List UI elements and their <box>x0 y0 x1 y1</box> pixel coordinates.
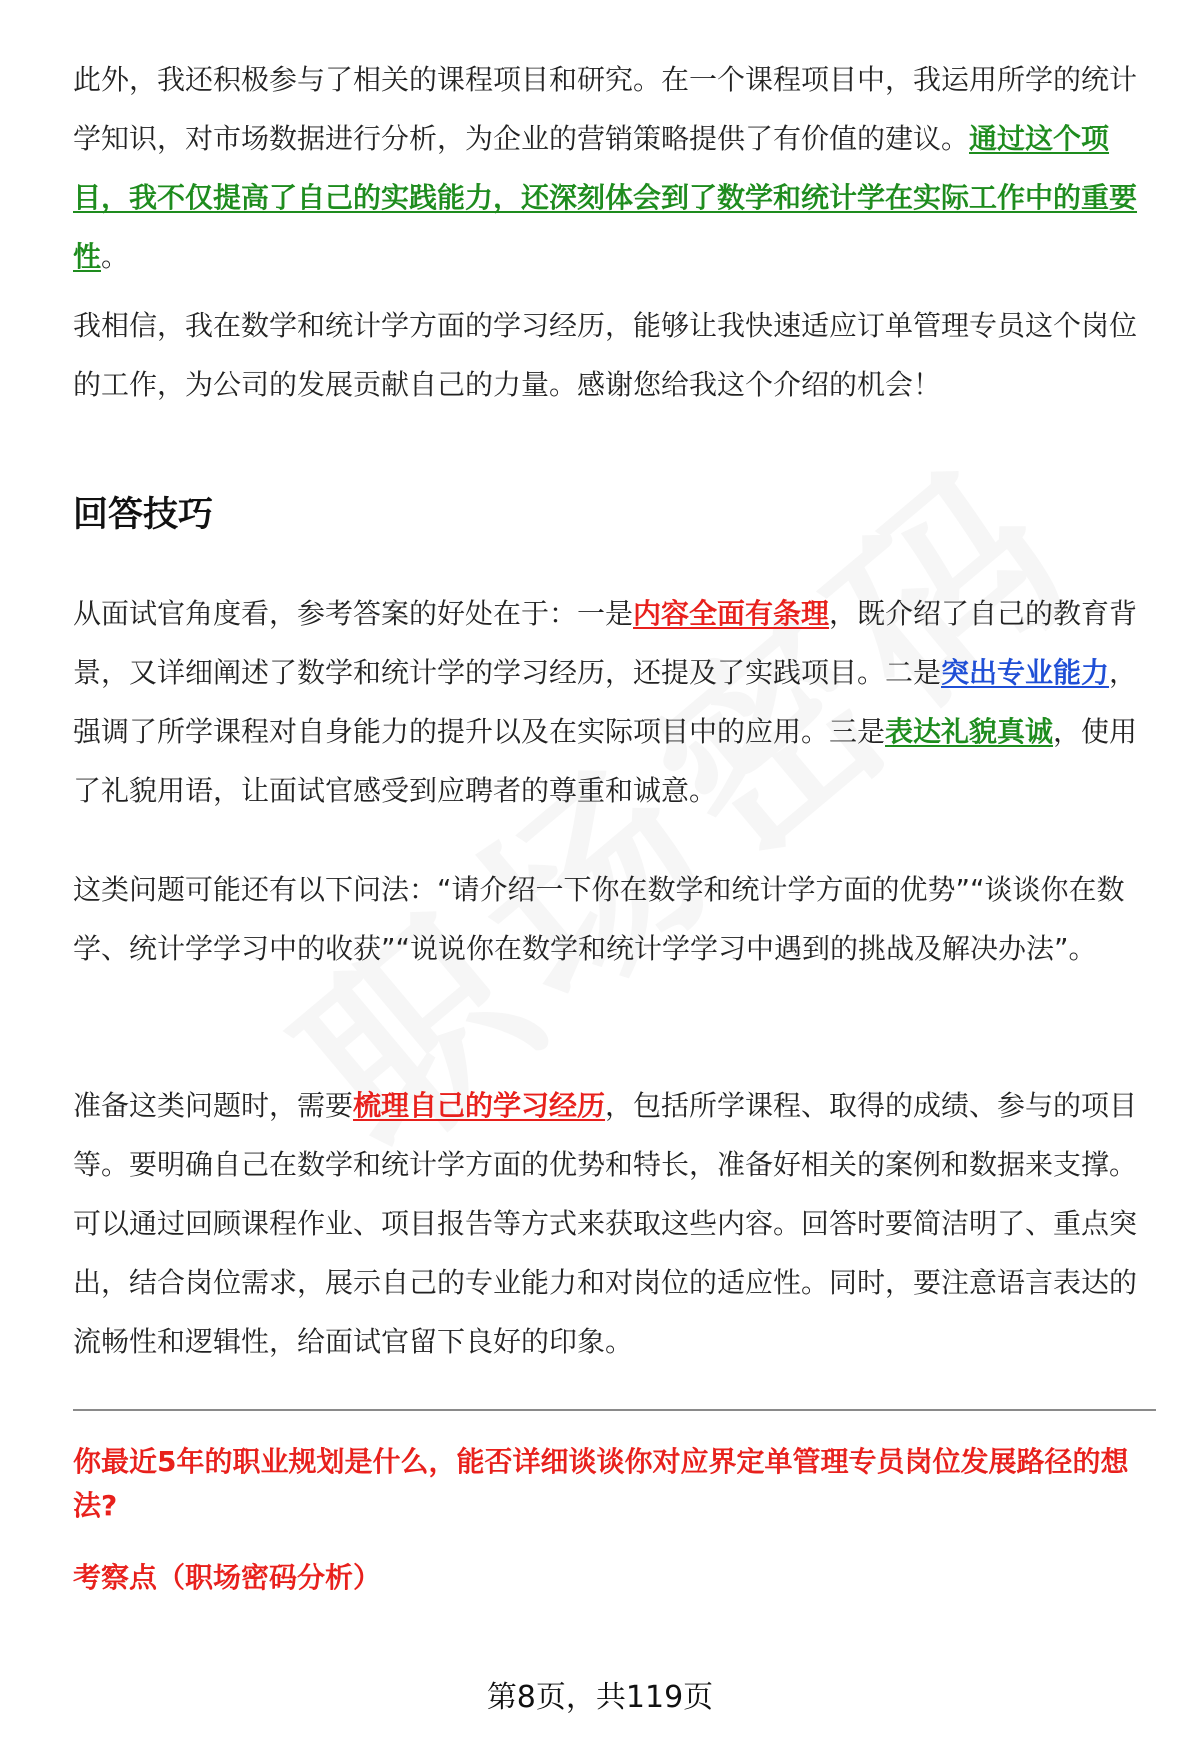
paragraph-text: ，强调了所学课程对自身能力的提升以及在实际项目中的应用。三是 <box>73 656 1138 748</box>
next-question: 你最近5年的职业规划是什么，能否详细谈谈你对应界定单管理专员岗位发展路径的想法? <box>73 1445 1129 1522</box>
section-divider <box>73 1409 1156 1411</box>
highlight-green: 通过这个项目，我不仅提高了自己的实践能力，还深刻体会到了数学和统计学在实际工作中的重要性 <box>73 122 1138 273</box>
highlight-red: 梳理自己的学习经历 <box>353 1089 606 1122</box>
highlight-green: 表达礼貌真诚 <box>885 715 1054 748</box>
paragraph-answer-analysis <box>73 584 1146 820</box>
paragraph-conclusion: 我相信，我在数学和统计学方面的学习经历，能够让我快速适应订单管理专员这个岗位的工作，为公司的发展贡献自己的力量。感谢您给我这个介绍的机会！ <box>73 309 1138 401</box>
paragraph-text: ，包括所学课程、取得的成绩、参与的项目等。要明确自己在数学和统计学方面的优势和特长，准备好相关的案例和数据来支撑。可以通过回顾课程作业、项目报告等方式来获取这些内容。回答时要简洁明了、重点突出，结合岗位需求，展示自己的专业能力和对岗位的适应性。同时，要注意语言表达的流畅性和逻辑性，给面试官留下良好的印象。 <box>73 1089 1138 1358</box>
analysis-subheading: 考察点（职场密码分析） <box>73 1561 382 1594</box>
paragraph-text: 从面试官角度看，参考答案的好处在于：一是 <box>73 597 634 630</box>
page-number-footer: 第8页，共119页 <box>486 1680 714 1715</box>
paragraph-text: ，使用了礼貌用语，让面试官感受到应聘者的尊重和诚意。 <box>73 715 1138 807</box>
highlight-blue: 突出专业能力 <box>941 656 1110 689</box>
paragraph-preparation-tips <box>73 1076 1146 1371</box>
paragraph-text: 。 <box>101 240 130 273</box>
paragraph-text: 准备这类问题时，需要 <box>73 1089 354 1122</box>
section-heading: 回答技巧 <box>73 495 214 535</box>
paragraph-text: 此外，我还积极参与了相关的课程项目和研究。在一个课程项目中，我运用所学的统计学知识，对市场数据进行分析，为企业的营销策略提供了有价值的建议。 <box>73 63 1138 155</box>
paragraph-text: ，既介绍了自己的教育背景，又详细阐述了数学和统计学的学习经历，还提及了实践项目。二是 <box>73 597 1138 689</box>
paragraph-project-experience <box>73 50 1146 286</box>
paragraph-alternative-questions: 这类问题可能还有以下问法：“请介绍一下你在数学和统计学方面的优势”“谈谈你在数学、统计学学习中的收获”“说说你在数学和统计学学习中遇到的挑战及解决办法”。 <box>73 873 1125 965</box>
highlight-red: 内容全面有条理 <box>633 597 830 630</box>
